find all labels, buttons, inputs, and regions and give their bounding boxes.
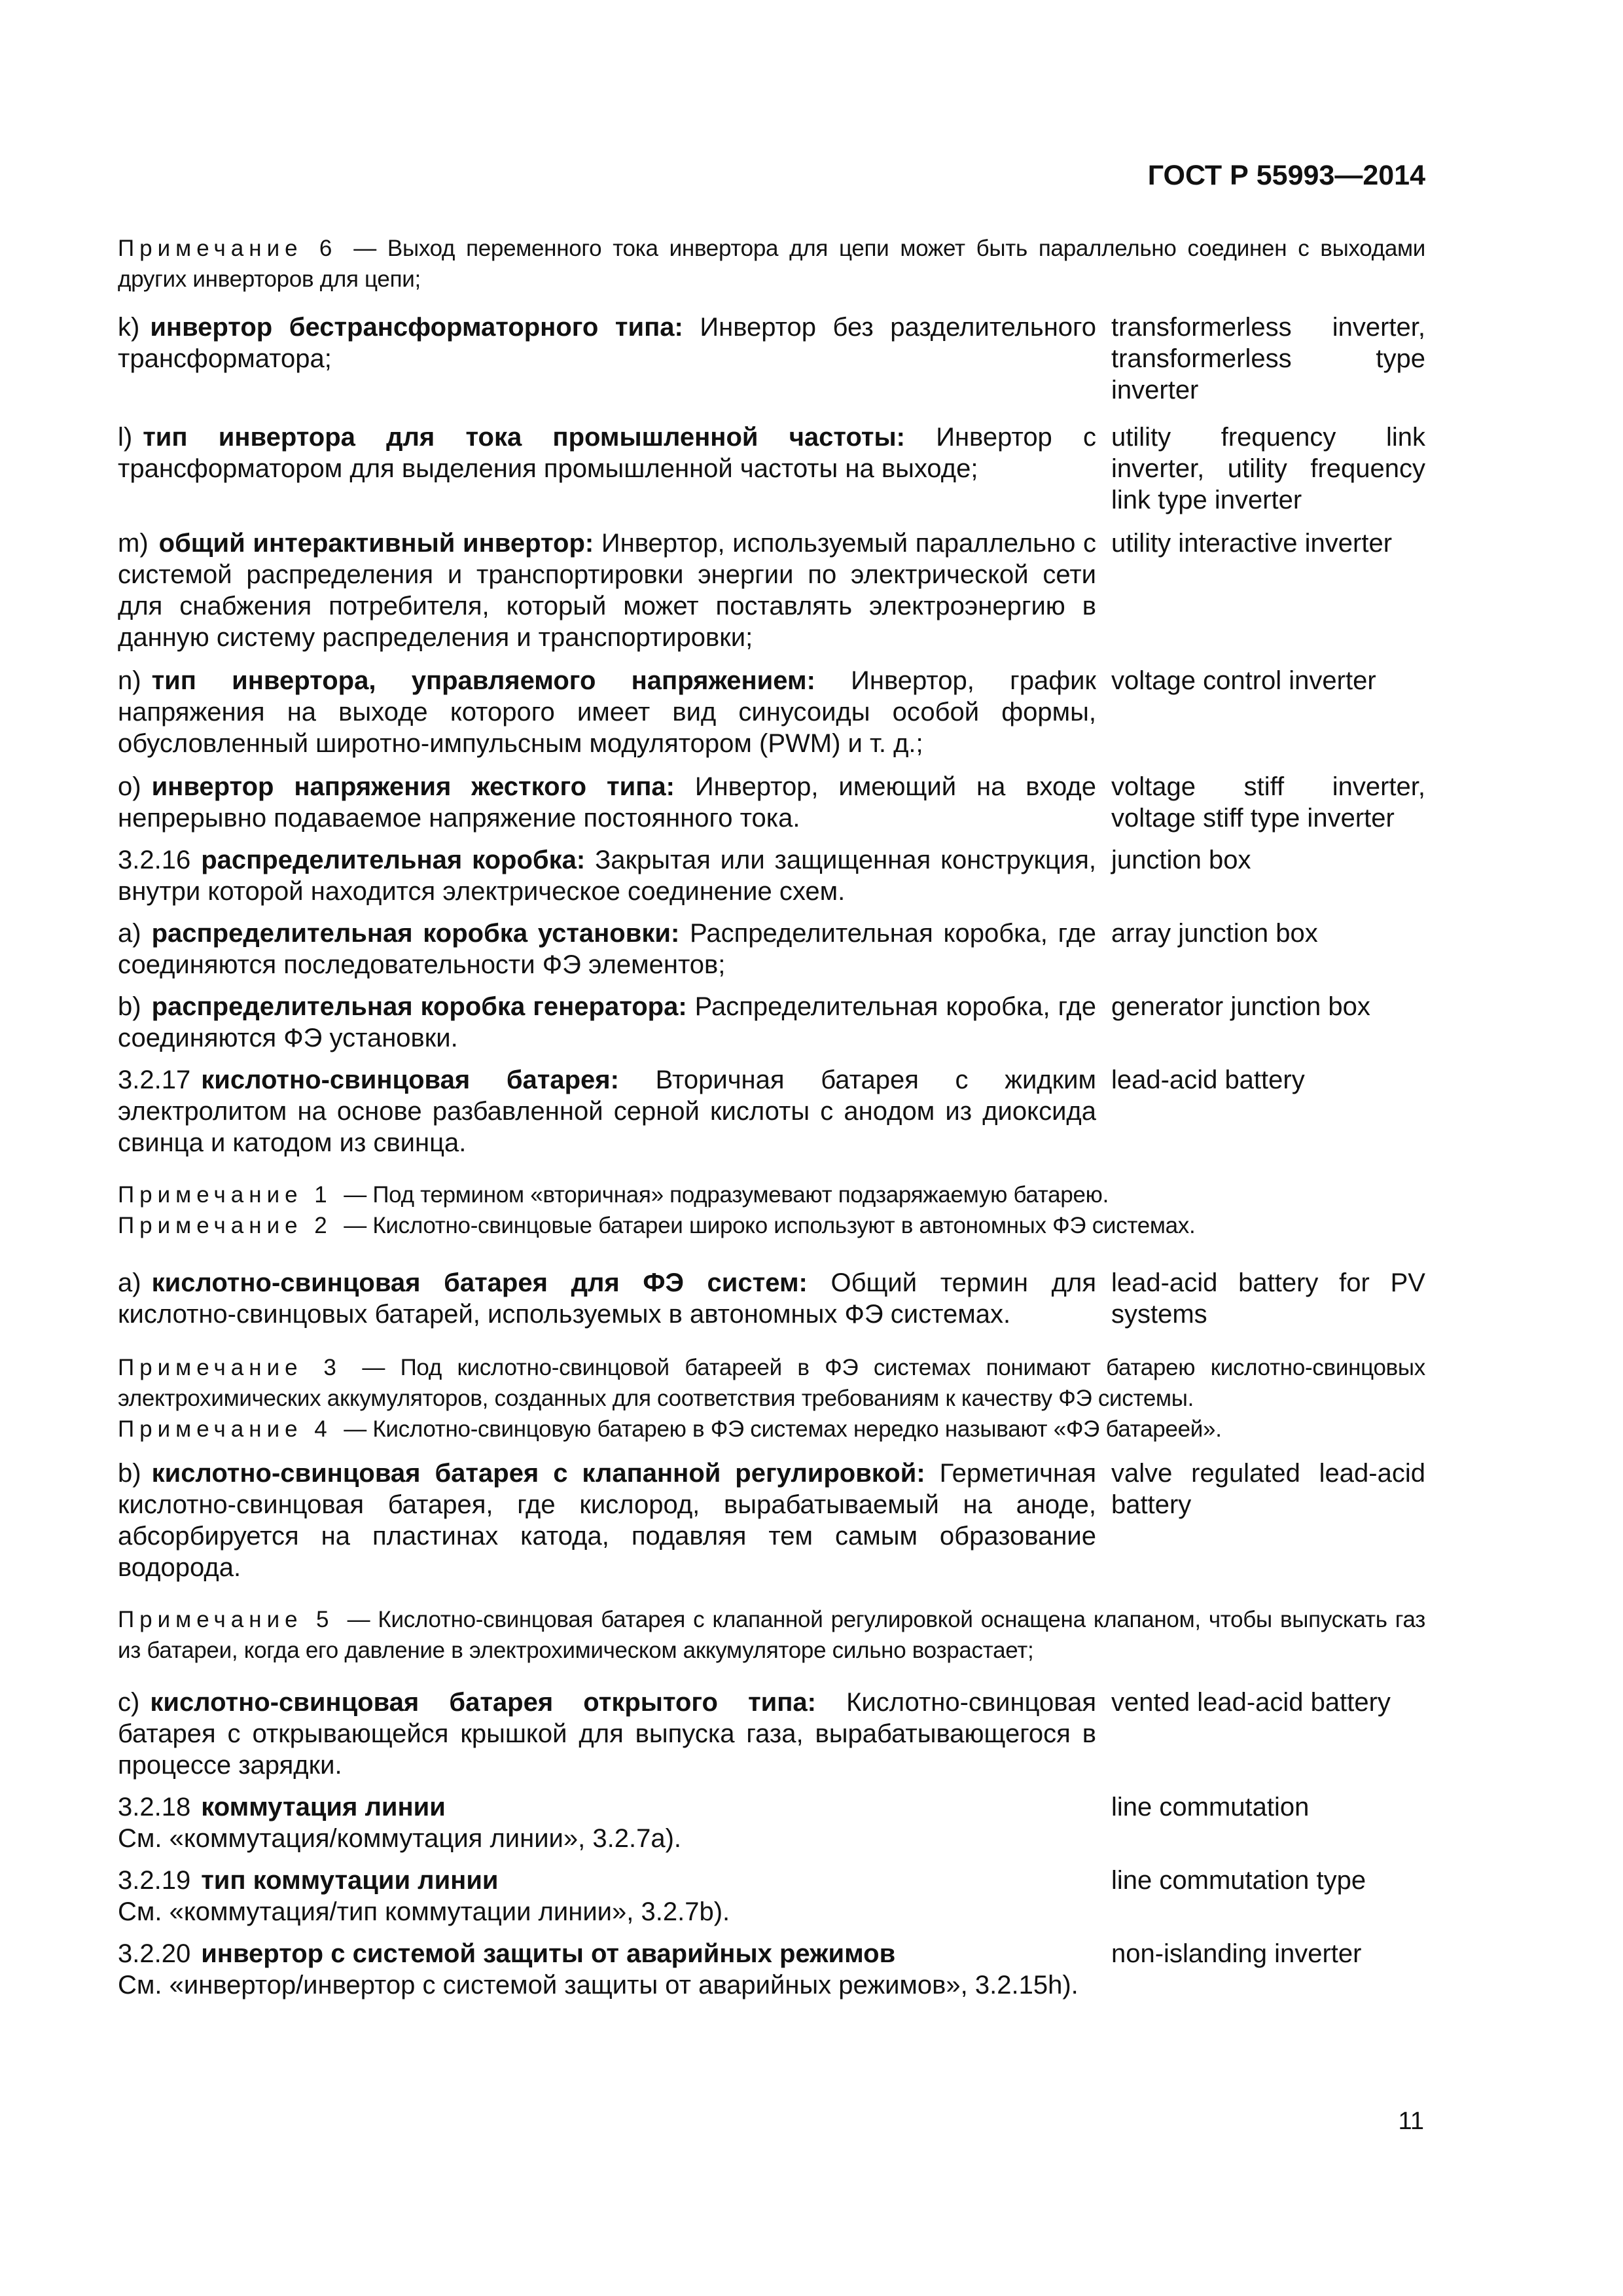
- item-marker: k): [118, 313, 140, 342]
- item-marker: c): [118, 1688, 140, 1717]
- term-definition: [118, 312, 1096, 406]
- term-definition: [118, 1938, 1096, 2001]
- clause-number: 3.2.17: [118, 1066, 191, 1094]
- english-equivalent: utility interactive inverter: [1111, 529, 1393, 558]
- english-equivalent: line commutation: [1111, 1793, 1310, 1821]
- term-entry-3-2-17-b: [118, 1458, 1425, 1583]
- term-text: Закрытая или защищенная конструкция, внутри которой находится электрическое соединение схем.: [118, 846, 1096, 906]
- term-definition: [118, 1458, 1096, 1583]
- term-definition: [118, 771, 1096, 834]
- term-definition: [118, 528, 1096, 653]
- item-marker: a): [118, 919, 141, 948]
- term-text: Инвертор с трансформатором для выделения промышленной частоты на выходе;: [118, 423, 1097, 483]
- item-marker: b): [118, 992, 141, 1021]
- clause-number: 3.2.19: [118, 1866, 191, 1895]
- note-label: Примечание 5: [118, 1607, 334, 1632]
- term-name: распределительная коробка генератора:: [151, 992, 687, 1021]
- term-text: Распределительная коробка, где соединяются ФЭ установки.: [118, 992, 1096, 1052]
- term-name: тип коммутации линии: [201, 1866, 499, 1895]
- note-5: [118, 1604, 1425, 1666]
- term-name: тип инвертора для тока промышленной частоты:: [143, 423, 905, 452]
- term-text: Инвертор, график напряжения на выходе которого имеет вид синусоиды особой формы, обусловленный широтно-импульсным модулятором (PWM) и т. д.;: [118, 666, 1096, 758]
- term-definition: [118, 1791, 1096, 1854]
- term-name: инвертор бестрансформаторного типа:: [150, 313, 683, 342]
- note-text: — Кислотно-свинцовые батареи широко используют в автономных ФЭ системах.: [337, 1213, 1196, 1238]
- english-equivalent: non-islanding inverter: [1111, 1939, 1362, 1968]
- page-number: 11: [1398, 2108, 1424, 2135]
- term-text: См. «коммутация/тип коммутации линии», 3.2.7b).: [118, 1897, 730, 1926]
- item-marker: m): [118, 529, 149, 558]
- english-equivalent: generator junction box: [1111, 992, 1370, 1021]
- term-entry-m: [118, 528, 1425, 653]
- term-text: См. «коммутация/коммутация линии», 3.2.7a).: [118, 1824, 682, 1853]
- term-text: Герметичная кислотно-свинцовая батарея, где кислород, вырабатываемый на аноде, абсорбируется на пластинах катода, подавляя тем самым образование водорода.: [118, 1459, 1096, 1582]
- term-definition: [118, 665, 1096, 759]
- english-equivalent: utility frequency link inverter, utility frequency link type inverter: [1111, 423, 1425, 514]
- term-definition: [118, 918, 1096, 980]
- note-label: Примечание 6: [118, 236, 338, 261]
- english-equivalent: line commutation type: [1111, 1866, 1366, 1895]
- term-name: кислотно-свинцовая батарея с клапанной регулировкой:: [151, 1459, 925, 1488]
- note-label: Примечание 4: [118, 1416, 332, 1442]
- term-text: Кислотно-свинцовая батарея с открывающейся крышкой для выпуска газа, вырабатывающегося в процессе зарядки.: [118, 1688, 1096, 1780]
- term-entry-3-2-17: [118, 1064, 1425, 1158]
- clause-number: 3.2.16: [118, 846, 191, 874]
- term-name: тип инвертора, управляемого напряжением:: [151, 666, 815, 695]
- note-text: — Под кислотно-свинцовой батареей в ФЭ системах понимают батарею кислотно-свинцовых электрохимических аккумуляторов, созданных для соответствия требованиям к качеству ФЭ системы.: [118, 1355, 1425, 1411]
- english-equivalent: voltage control inverter: [1111, 666, 1376, 695]
- english-equivalent: lead-acid battery for PV systems: [1111, 1268, 1425, 1329]
- term-definition: [118, 1064, 1096, 1158]
- note-4: [118, 1414, 1425, 1444]
- term-name: распределительная коробка установки:: [151, 919, 680, 948]
- term-definition: [118, 844, 1096, 907]
- note-text: — Выход переменного тока инвертора для цепи может быть параллельно соединен с выходами других инверторов для цепи;: [118, 236, 1425, 292]
- english-equivalent: valve regulated lead-acid battery: [1111, 1459, 1425, 1519]
- term-text: Общий термин для кислотно-свинцовых батарей, используемых в автономных ФЭ системах.: [118, 1268, 1096, 1329]
- note-label: Примечание 2: [118, 1213, 332, 1238]
- term-name: кислотно-свинцовая батарея для ФЭ систем:: [151, 1268, 808, 1297]
- term-name: инвертор с системой защиты от аварийных режимов: [201, 1939, 896, 1968]
- term-text: Вторичная батарея с жидким электролитом на основе разбавленной серной кислоты с анодом из диоксида свинца и катодом из свинца.: [118, 1066, 1096, 1157]
- term-entry-3-2-16: [118, 844, 1425, 907]
- note-1: [118, 1179, 1425, 1210]
- term-entry-3-2-20: [118, 1938, 1425, 2001]
- term-definition: [118, 422, 1096, 516]
- term-entry-k: [118, 312, 1425, 406]
- term-name: кислотно-свинцовая батарея открытого типа:: [150, 1688, 816, 1717]
- term-entry-o: [118, 771, 1425, 834]
- term-text: Распределительная коробка, где соединяются последовательности ФЭ элементов;: [118, 919, 1096, 979]
- clause-number: 3.2.18: [118, 1793, 191, 1821]
- term-definition: [118, 991, 1096, 1054]
- term-text: Инвертор, имеющий на входе непрерывно подаваемое напряжение постоянного тока.: [118, 772, 1096, 833]
- english-equivalent: vented lead-acid battery: [1111, 1688, 1391, 1717]
- note-6: [118, 233, 1425, 295]
- item-marker: a): [118, 1268, 141, 1297]
- term-text: Инвертор, используемый параллельно с системой распределения и транспортировки энергии по электрической сети для снабжения потребителя, который может поставлять электроэнергию в данную систему распределения и транспортировки;: [118, 529, 1096, 652]
- english-equivalent: transformerless inverter, transformerless type inverter: [1111, 313, 1425, 404]
- term-entry-3-2-17-c: [118, 1687, 1425, 1781]
- term-name: распределительная коробка:: [201, 846, 586, 874]
- note-text: — Кислотно-свинцовую батарею в ФЭ системах нередко называют «ФЭ батареей».: [337, 1416, 1222, 1442]
- note-text: — Под термином «вторичная» подразумевают подзаряжаемую батарею.: [337, 1182, 1109, 1208]
- term-entry-n: [118, 665, 1425, 759]
- term-entry-3-2-16-b: [118, 991, 1425, 1054]
- english-equivalent: array junction box: [1111, 919, 1318, 948]
- note-label: Примечание 1: [118, 1182, 332, 1208]
- standard-code-header: ГОСТ Р 55993—2014: [1147, 160, 1425, 191]
- item-marker: n): [118, 666, 141, 695]
- item-marker: l): [118, 423, 133, 452]
- clause-number: 3.2.20: [118, 1939, 191, 1968]
- term-name: общий интерактивный инвертор:: [158, 529, 594, 558]
- page-content: [118, 233, 1425, 2001]
- item-marker: o): [118, 772, 141, 801]
- english-equivalent: lead-acid battery: [1111, 1066, 1305, 1094]
- term-name: коммутация линии: [201, 1793, 446, 1821]
- note-text: — Кислотно-свинцовая батарея с клапанной регулировкой оснащена клапаном, чтобы выпускать газ из батареи, когда его давление в электрохимическом аккумуляторе сильно возрастает;: [118, 1607, 1425, 1663]
- term-name: кислотно-свинцовая батарея:: [201, 1066, 619, 1094]
- term-entry-3-2-18: [118, 1791, 1425, 1854]
- term-name: инвертор напряжения жесткого типа:: [151, 772, 675, 801]
- term-entry-3-2-19: [118, 1865, 1425, 1928]
- note-2: [118, 1210, 1425, 1241]
- term-entry-l: [118, 422, 1425, 516]
- note-label: Примечание 3: [118, 1355, 342, 1380]
- term-entry-3-2-16-a: [118, 918, 1425, 980]
- note-3: [118, 1352, 1425, 1414]
- item-marker: b): [118, 1459, 141, 1488]
- term-text: Инвертор без разделительного трансформатора;: [118, 313, 1096, 373]
- term-definition: [118, 1687, 1096, 1781]
- term-definition: [118, 1865, 1096, 1928]
- english-equivalent: junction box: [1111, 846, 1251, 874]
- term-entry-3-2-17-a: [118, 1267, 1425, 1330]
- term-definition: [118, 1267, 1096, 1330]
- english-equivalent: voltage stiff inverter, voltage stiff type inverter: [1111, 772, 1425, 833]
- term-text: См. «инвертор/инвертор с системой защиты от аварийных режимов», 3.2.15h).: [118, 1971, 1079, 2000]
